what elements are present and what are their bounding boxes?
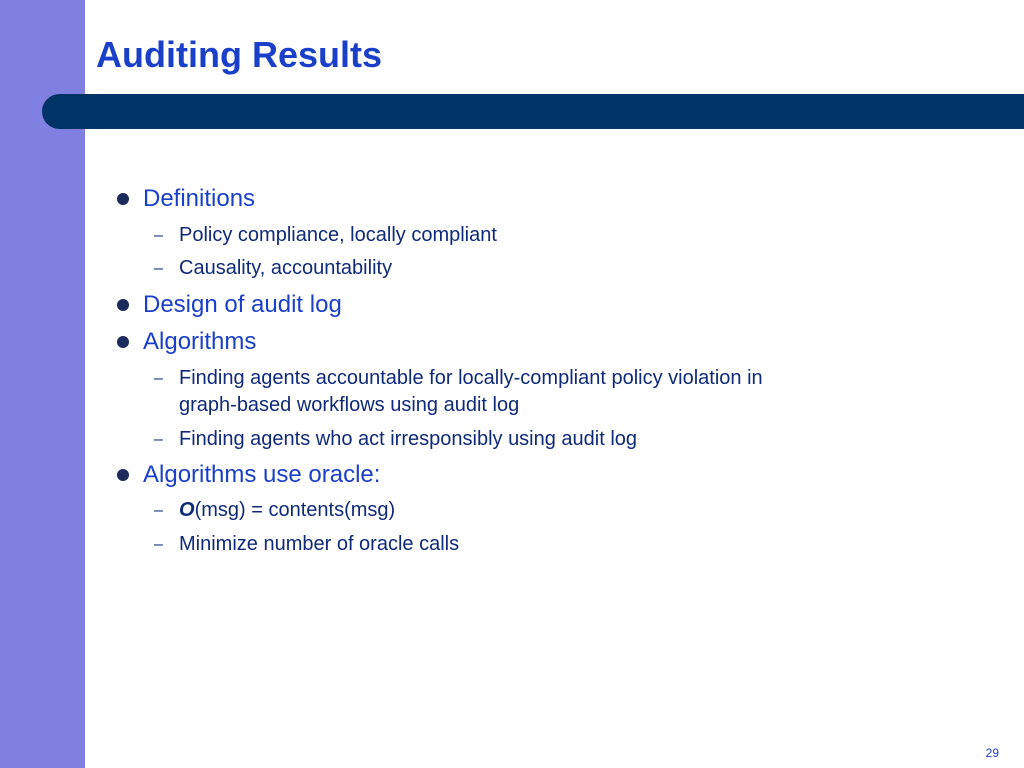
oracle-symbol: O bbox=[179, 499, 195, 521]
dash-icon: – bbox=[154, 227, 163, 244]
dash-icon: – bbox=[154, 260, 163, 277]
dash-icon: – bbox=[154, 370, 163, 387]
sub-finding-accountable-line-1: Finding agents accountable for locally-compliant policy violation in bbox=[179, 367, 763, 389]
page-number: 29 bbox=[985, 746, 999, 760]
sub-minimize-calls: Minimize number of oracle calls bbox=[179, 533, 460, 555]
dash-icon: – bbox=[154, 502, 163, 519]
bullet-algorithms-oracle: Algorithms use oracle: bbox=[143, 461, 381, 488]
dash-icon: – bbox=[154, 431, 163, 448]
bullet-design-audit-log: Design of audit log bbox=[143, 291, 342, 318]
bullet-dot-icon bbox=[117, 336, 129, 348]
oracle-definition-text: (msg) = contents(msg) bbox=[194, 499, 396, 521]
sub-policy-compliance: Policy compliance, locally compliant bbox=[179, 224, 497, 246]
bullet-dot-icon bbox=[117, 193, 129, 205]
bullet-dot-icon bbox=[117, 469, 129, 481]
sub-finding-accountable-line-2: graph-based workflows using audit log bbox=[179, 394, 520, 416]
sub-finding-irresponsible: Finding agents who act irresponsibly using audit log bbox=[179, 428, 638, 450]
bullet-algorithms: Algorithms bbox=[143, 328, 257, 355]
sub-causality: Causality, accountability bbox=[179, 257, 393, 279]
sub-oracle-definition bbox=[179, 497, 395, 524]
dash-icon: – bbox=[154, 536, 163, 553]
slide-title: Auditing Results bbox=[96, 34, 382, 75]
bullet-dot-icon bbox=[117, 299, 129, 311]
bullet-definitions: Definitions bbox=[143, 185, 256, 212]
